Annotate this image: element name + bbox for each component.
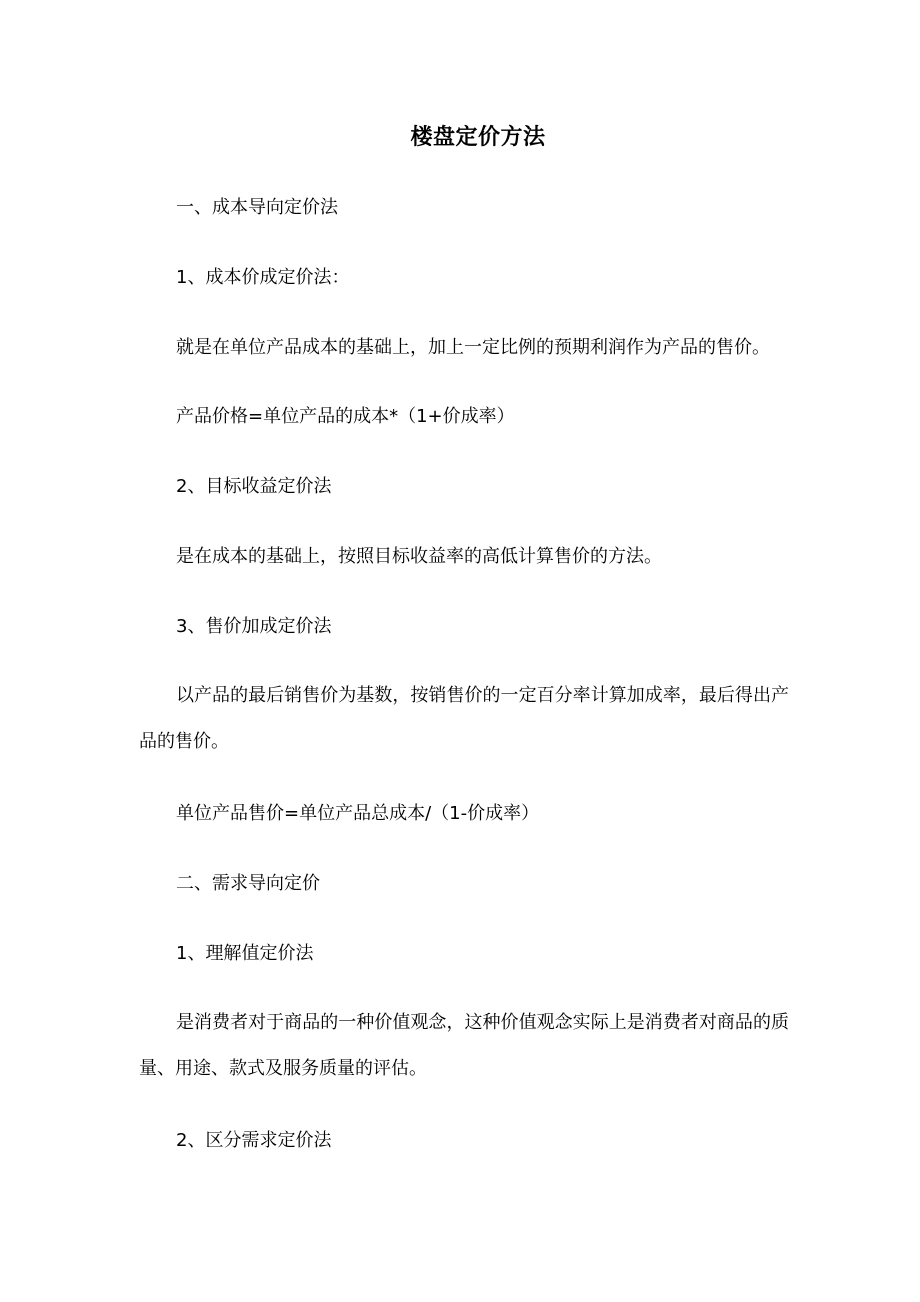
subheading-target-return: 2、目标收益定价法 <box>176 476 332 497</box>
subheading-perceived-value: 1、理解值定价法 <box>176 943 314 964</box>
document-title: 楼盘定价方法 <box>410 125 546 150</box>
subheading-price-markup: 3、售价加成定价法 <box>176 616 332 637</box>
paragraph-target-return: 是在成本的基础上，按照目标收益率的高低计算售价的方法。 <box>176 546 662 567</box>
subheading-cost-markup: 1、成本价成定价法： <box>176 267 350 288</box>
section-heading-cost-oriented: 一、成本导向定价法 <box>176 197 338 218</box>
paragraph-cost-markup: 就是在单位产品成本的基础上，加上一定比例的预期利润作为产品的售价。 <box>176 337 770 358</box>
section-heading-demand-oriented: 二、需求导向定价 <box>176 873 320 894</box>
subheading-demand-differentiation: 2、区分需求定价法 <box>176 1130 332 1151</box>
paragraph-perceived-value: 是消费者对于商品的一种价值观念，这种价值观念实际上是消费者对商品的质量、用途、款式及服务质量的评估。 <box>139 1012 789 1079</box>
paragraph-price-markup: 以产品的最后销售价为基数，按销售价的一定百分率计算加成率，最后得出产品的售价。 <box>139 685 789 752</box>
formula-product-price: 产品价格=单位产品的成本*（1+价成率） <box>176 406 515 427</box>
formula-unit-price: 单位产品售价=单位产品总成本/（1-价成率） <box>176 803 540 824</box>
